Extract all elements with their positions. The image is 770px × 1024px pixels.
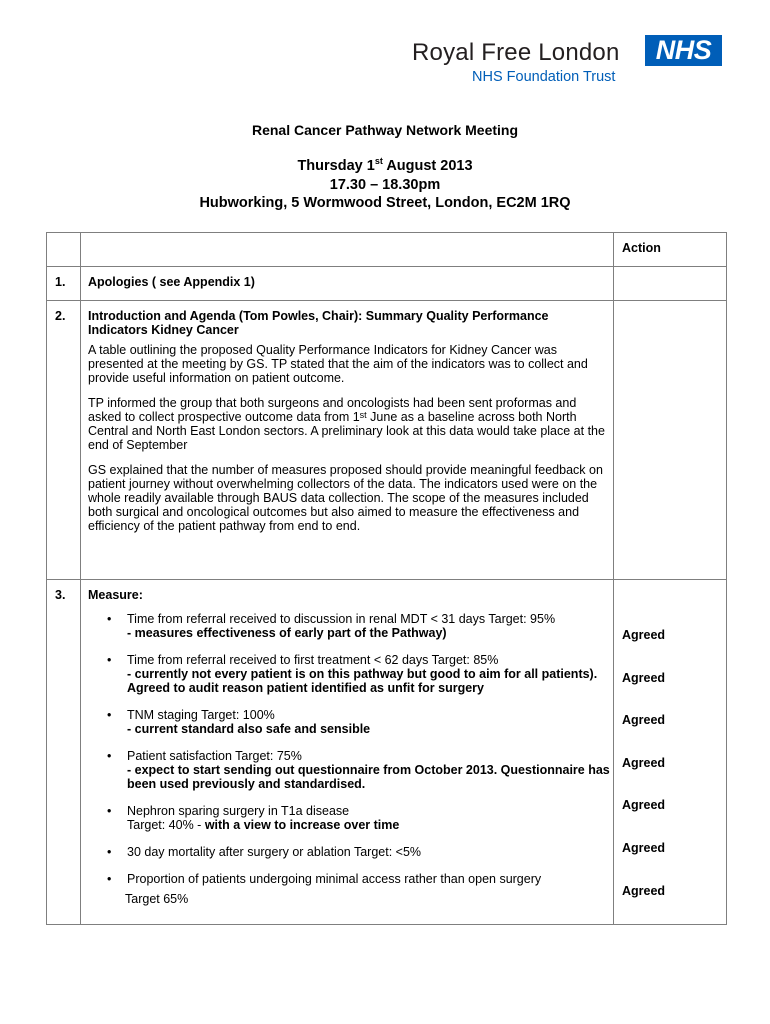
trust-logo: [412, 35, 722, 87]
meeting-date: [0, 158, 770, 174]
item-number: 1.: [55, 275, 66, 289]
item-title: Apologies ( see Appendix 1): [88, 275, 255, 289]
action-agreed: Agreed: [622, 628, 666, 642]
date-suffix: st: [374, 156, 383, 166]
action-agreed: Agreed: [622, 713, 666, 727]
measure-note: - current standard also safe and sensible: [127, 722, 371, 736]
superscript: st: [359, 410, 367, 420]
action-agreed: Agreed: [622, 798, 666, 812]
measure-note: - measures effectiveness of early part of the Pathway): [127, 626, 447, 640]
bullet: •: [107, 612, 112, 626]
table-row-apologies: [47, 267, 727, 301]
item-number: 3.: [55, 588, 66, 602]
item-title: Measure:: [88, 588, 143, 602]
action-agreed: Agreed: [622, 671, 666, 685]
item-number: 2.: [55, 309, 66, 323]
bullet: •: [107, 872, 112, 886]
bullet: •: [107, 653, 112, 667]
meeting-title: Renal Cancer Pathway Network Meeting: [251, 122, 519, 138]
list-item: [81, 708, 613, 736]
measure-note: with a view to increase over time: [204, 818, 400, 832]
measure-text: Nephron sparing surgery in T1a disease: [127, 804, 350, 818]
measure-text: TNM staging Target: 100%: [127, 708, 275, 722]
table-row-measures: [47, 580, 727, 925]
meeting-time: 17.30 – 18.30pm: [329, 177, 441, 193]
nhs-logo-badge: NHS: [645, 35, 722, 66]
logo-trust-name: NHS Foundation Trust: [472, 69, 616, 85]
list-item: [81, 845, 613, 859]
list-item: [81, 612, 613, 640]
paragraph-text: June as a baseline across both North Central and North East London sectors. A preliminary look at this data would take place at the end of September: [88, 410, 605, 452]
meeting-venue: Hubworking, 5 Wormwood Street, London, EC2M 1RQ: [199, 195, 571, 211]
list-item: [81, 653, 613, 695]
action-agreed: Agreed: [622, 884, 666, 898]
paragraph: GS explained that the number of measures proposed should provide meaningful feedback on patient journey without overwhelming collectors of the data. The indicators used were on the whole readily available through BAUS data collection. The scope of the measures included both surgical and oncological outcomes but also aimed to measure the effectiveness and efficiency of the patient pathway from end to end.: [88, 463, 603, 533]
measure-text: Time from referral received to discussion in renal MDT < 31 days Target: 95%: [127, 612, 556, 626]
measure-text: 30 day mortality after surgery or ablation Target: <5%: [127, 845, 422, 859]
date-prefix: Thursday 1: [297, 158, 375, 174]
list-item: [81, 804, 613, 832]
bullet: •: [107, 708, 112, 722]
bullet: •: [107, 845, 112, 859]
list-item: [81, 749, 613, 791]
paragraph-text: TP informed the group that both surgeons and oncologists had been sent proformas and asked to collect prospective outcome data from 1: [88, 396, 577, 424]
table-row-introduction: [47, 301, 727, 580]
action-agreed: Agreed: [622, 756, 666, 770]
paragraph: A table outlining the proposed Quality Performance Indicators for Kidney Cancer was presented at the meeting by GS. TP stated that the aim of the indicators was to collect and provide useful information on patient outcome.: [88, 343, 588, 385]
bullet: •: [107, 804, 112, 818]
item-title: Introduction and Agenda (Tom Powles, Chair): Summary Quality Performance Indicators Kidney Cancer: [88, 309, 549, 337]
measure-text: Time from referral received to first treatment < 62 days Target: 85%: [127, 653, 499, 667]
date-rest: August 2013: [382, 158, 473, 174]
measure-text: Proportion of patients undergoing minimal access rather than open surgery: [127, 872, 542, 886]
measure-text: Patient satisfaction Target: 75%: [127, 749, 302, 763]
minutes-table: [46, 232, 727, 925]
paragraph: [88, 396, 605, 452]
measure-note: - expect to start sending out questionnaire from October 2013. Questionnaire has been used previously and standardised.: [127, 763, 610, 791]
table-header-row: [47, 233, 727, 267]
logo-org-name: Royal Free London: [412, 39, 620, 66]
measure-note: - currently not every patient is on this pathway but good to aim for all patients). Agreed to audit reason patient identified as unfit for surgery: [127, 667, 598, 695]
measure-target: Target: 40% -: [127, 818, 205, 832]
list-item: [81, 872, 613, 906]
action-agreed: Agreed: [622, 841, 666, 855]
action-header: Action: [622, 241, 661, 255]
measure-target: Target 65%: [125, 892, 189, 906]
measures-list: [81, 612, 613, 906]
bullet: •: [107, 749, 112, 763]
